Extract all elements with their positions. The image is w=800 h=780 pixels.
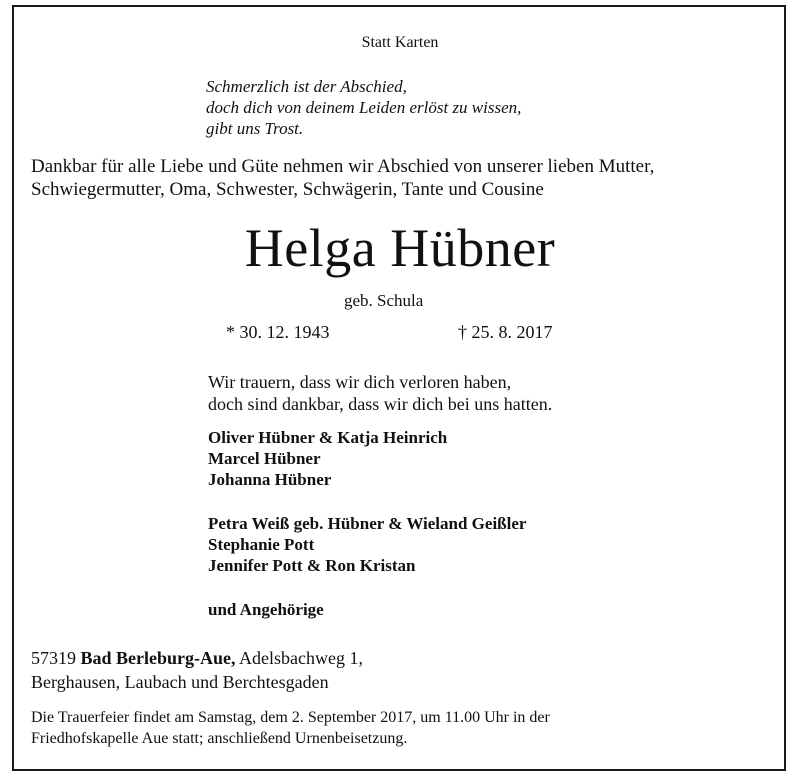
mourners-group-1 bbox=[208, 427, 447, 490]
birth-date: * 30. 12. 1943 bbox=[226, 322, 330, 342]
funeral-notice bbox=[31, 707, 550, 749]
mourner-name: und Angehörige bbox=[208, 600, 324, 619]
mourner-name: Johanna Hübner bbox=[208, 470, 332, 489]
mourning-verse-line: doch sind dankbar, dass wir dich bei uns hatten. bbox=[208, 394, 553, 414]
mourning-verse-line: Wir trauern, dass wir dich verloren haben, bbox=[208, 372, 512, 392]
mourning-verse bbox=[208, 371, 552, 415]
mourner-name: Marcel Hübner bbox=[208, 449, 321, 468]
mourner-name: Jennifer Pott & Ron Kristan bbox=[208, 556, 416, 575]
opening-poem bbox=[206, 76, 521, 139]
funeral-notice-line: Friedhofskapelle Aue statt; anschließend Urnenbeisetzung. bbox=[31, 730, 408, 747]
opening-poem-line: doch dich von deinem Leiden erlöst zu wissen, bbox=[206, 98, 522, 117]
postcode: 57319 bbox=[31, 648, 76, 668]
intro-line: Schwiegermutter, Oma, Schwester, Schwägerin, Tante und Cousine bbox=[31, 179, 544, 200]
funeral-notice-line: Die Trauerfeier findet am Samstag, dem 2. September 2017, um 11.00 Uhr in der bbox=[31, 709, 550, 726]
town: Bad Berleburg-Aue, bbox=[80, 648, 236, 668]
mourner-name: Oliver Hübner & Katja Heinrich bbox=[208, 428, 448, 447]
address-line-2: Berghausen, Laubach und Berchtesgaden bbox=[31, 672, 329, 692]
address-line-1 bbox=[31, 646, 363, 670]
mourner-name: Petra Weiß geb. Hübner & Wieland Geißler bbox=[208, 514, 527, 533]
street: Adelsbachweg 1, bbox=[239, 648, 363, 668]
family-address bbox=[31, 646, 363, 694]
mourners-relatives bbox=[208, 599, 324, 620]
death-date: † 25. 8. 2017 bbox=[458, 322, 553, 342]
opening-poem-line: gibt uns Trost. bbox=[206, 119, 304, 138]
birth-name: geb. Schula bbox=[344, 291, 424, 310]
intro-text bbox=[31, 155, 654, 201]
deceased-name: Helga Hübner bbox=[244, 218, 556, 278]
header-statt-karten: Statt Karten bbox=[361, 34, 439, 51]
intro-line: Dankbar für alle Liebe und Güte nehmen wir Abschied von unserer lieben Mutter, bbox=[31, 156, 655, 177]
mourners-group-2 bbox=[208, 513, 526, 576]
mourner-name: Stephanie Pott bbox=[208, 535, 315, 554]
opening-poem-line: Schmerzlich ist der Abschied, bbox=[206, 77, 407, 96]
